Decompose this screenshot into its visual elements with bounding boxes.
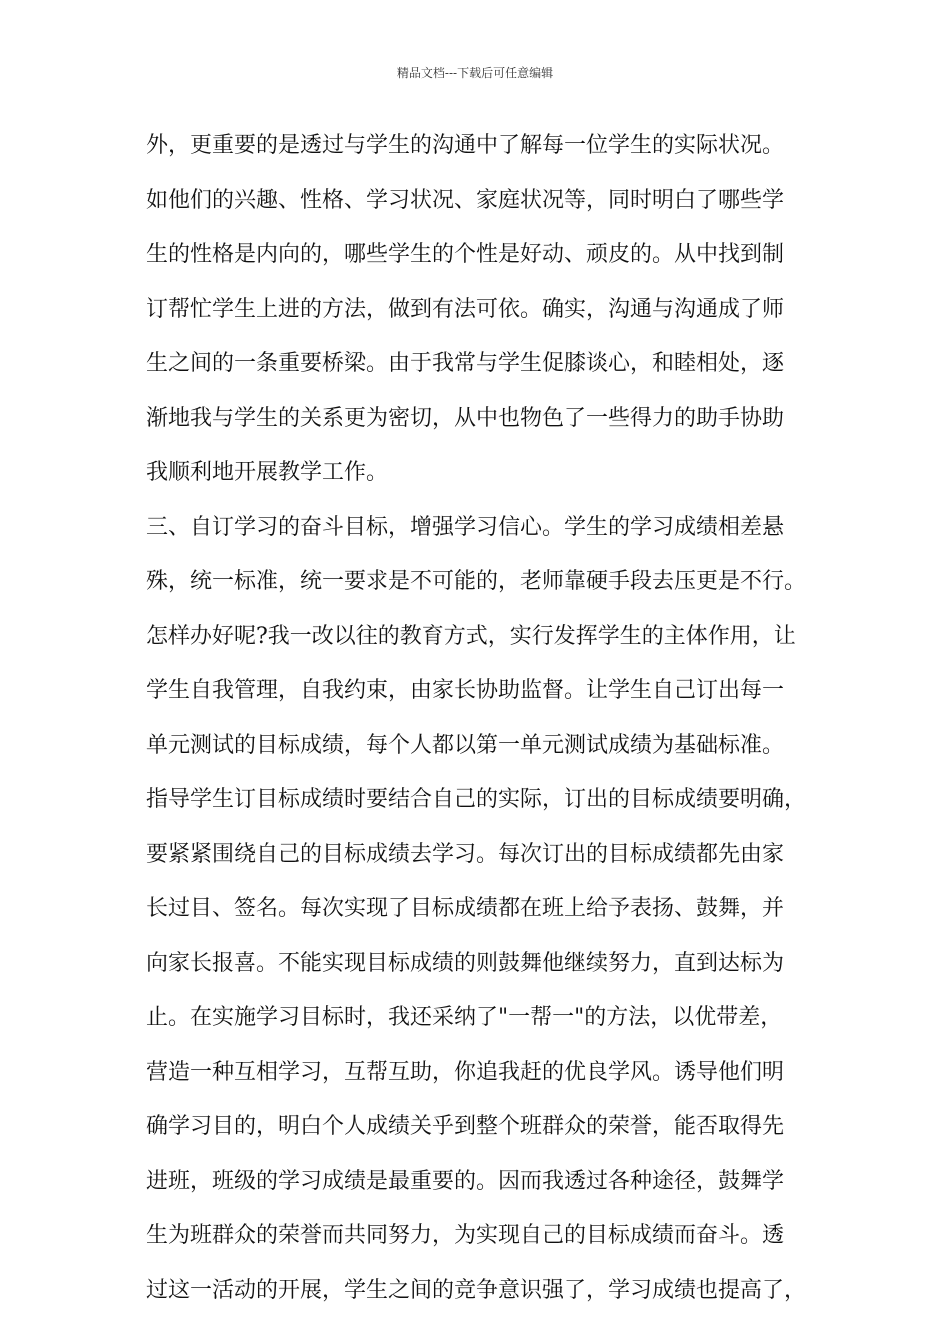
text-line: 营造一种互相学习，互帮互助，你追我赶的优良学风。诱导他们明	[146, 1059, 785, 1085]
text-line: 进班，班级的学习成绩是最重要的。因而我透过各种途径，鼓舞学	[146, 1168, 785, 1194]
text-line: 订帮忙学生上进的方法，做到有法可依。确实，沟通与沟通成了师	[146, 296, 785, 322]
text-line: 外，更重要的是透过与学生的沟通中了解每一位学生的实际状况。	[146, 133, 785, 158]
text-line: 指导学生订目标成绩时要结合自己的实际，订出的目标成绩要明确，	[146, 787, 807, 812]
text-line: 殊，统一标准，统一要求是不可能的，老师靠硬手段去压更是不行。	[146, 569, 807, 594]
text-line: 生之间的一条重要桥梁。由于我常与学生促膝谈心，和睦相处，逐	[146, 351, 785, 376]
text-line: 我顺利地开展教学工作。	[146, 460, 389, 485]
page-header: 精品文档---下载后可任意编辑	[396, 66, 554, 80]
text-line: 怎样办好呢?我一改以往的教育方式，实行发挥学生的主体作用，让	[146, 623, 796, 649]
text-line: 渐地我与学生的关系更为密切，从中也物色了一些得力的助手协助	[146, 405, 785, 431]
text-line: 三、自订学习的奋斗目标，增强学习信心。学生的学习成绩相差悬	[146, 514, 785, 540]
text-line: 如他们的兴趣、性格、学习状况、家庭状况等，同时明白了哪些学	[146, 187, 785, 213]
text-line: 生为班群众的荣誉而共同努力，为实现自己的目标成绩而奋斗。透	[146, 1223, 785, 1248]
text-line: 确学习目的，明白个人成绩关乎到整个班群众的荣誉，能否取得先	[146, 1114, 785, 1139]
text-line: 学生自我管理，自我约束，由家长协助监督。让学生自己订出每一	[146, 678, 785, 703]
text-line: 向家长报喜。不能实现目标成绩的则鼓舞他继续努力，直到达标为	[146, 950, 785, 976]
body-text	[146, 128, 826, 1327]
text-line: 生的性格是内向的，哪些学生的个性是好动、顽皮的。从中找到制	[146, 242, 785, 267]
text-line: 过这一活动的开展，学生之间的竞争意识强了，学习成绩也提高了，	[146, 1277, 807, 1303]
text-line: 止。在实施学习目标时，我还采纳了"一帮一"的方法，以优带差，	[146, 1005, 783, 1030]
text-line: 长过目、签名。每次实现了目标成绩都在班上给予表扬、鼓舞，并	[146, 896, 785, 921]
text-line: 要紧紧围绕自己的目标成绩去学习。每次订出的目标成绩都先由家	[146, 841, 785, 867]
text-line: 单元测试的目标成绩，每个人都以第一单元测试成绩为基础标准。	[146, 732, 785, 758]
